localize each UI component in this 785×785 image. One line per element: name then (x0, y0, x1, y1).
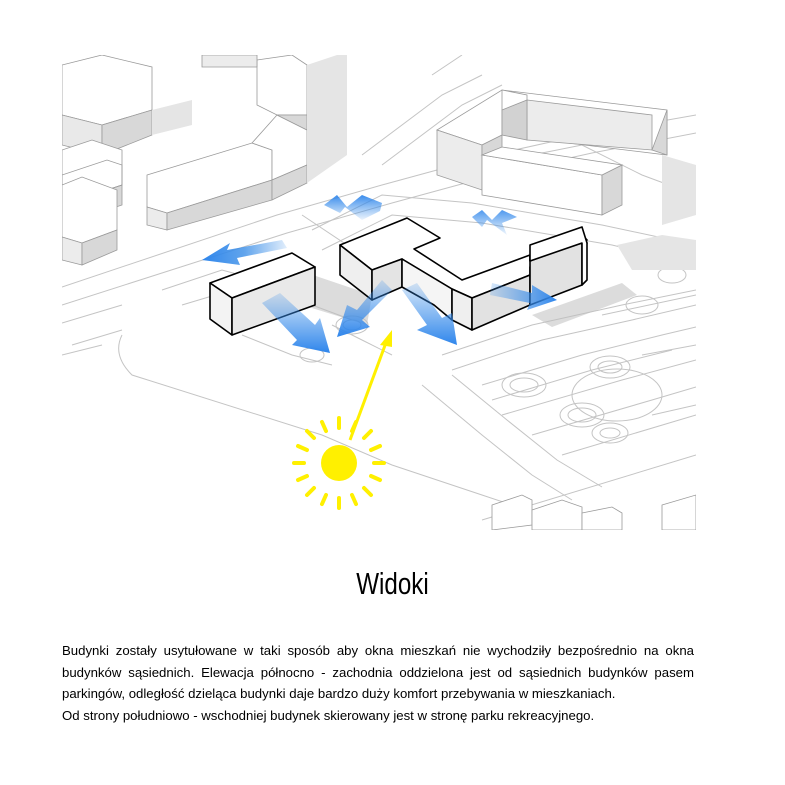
context-buildings-southeast (492, 495, 696, 530)
context-buildings-northwest (62, 55, 307, 265)
page-title: Widoki (356, 566, 429, 601)
sun-icon (294, 418, 384, 508)
paragraph-orientation: Budynki zostały usytułowane w taki sposób aby okna mieszkań nie wychodziły bezpośrednio na okna budynków sąsiednich. Elewacja północno - zachodnia oddzielona jest od sąsiednich budynków pasem parkingów, odległość dzieląca budynki daje bardzo duży komfort przebywania w mieszkaniach. (62, 643, 694, 701)
context-buildings-northeast (437, 90, 667, 215)
site-axonometric-diagram (62, 55, 696, 530)
description-text (62, 640, 694, 726)
paragraph-park-view: Od strony południowo - wschodniej budynek skierowany jest w stronę parku rekreacyjnego. (62, 707, 595, 723)
